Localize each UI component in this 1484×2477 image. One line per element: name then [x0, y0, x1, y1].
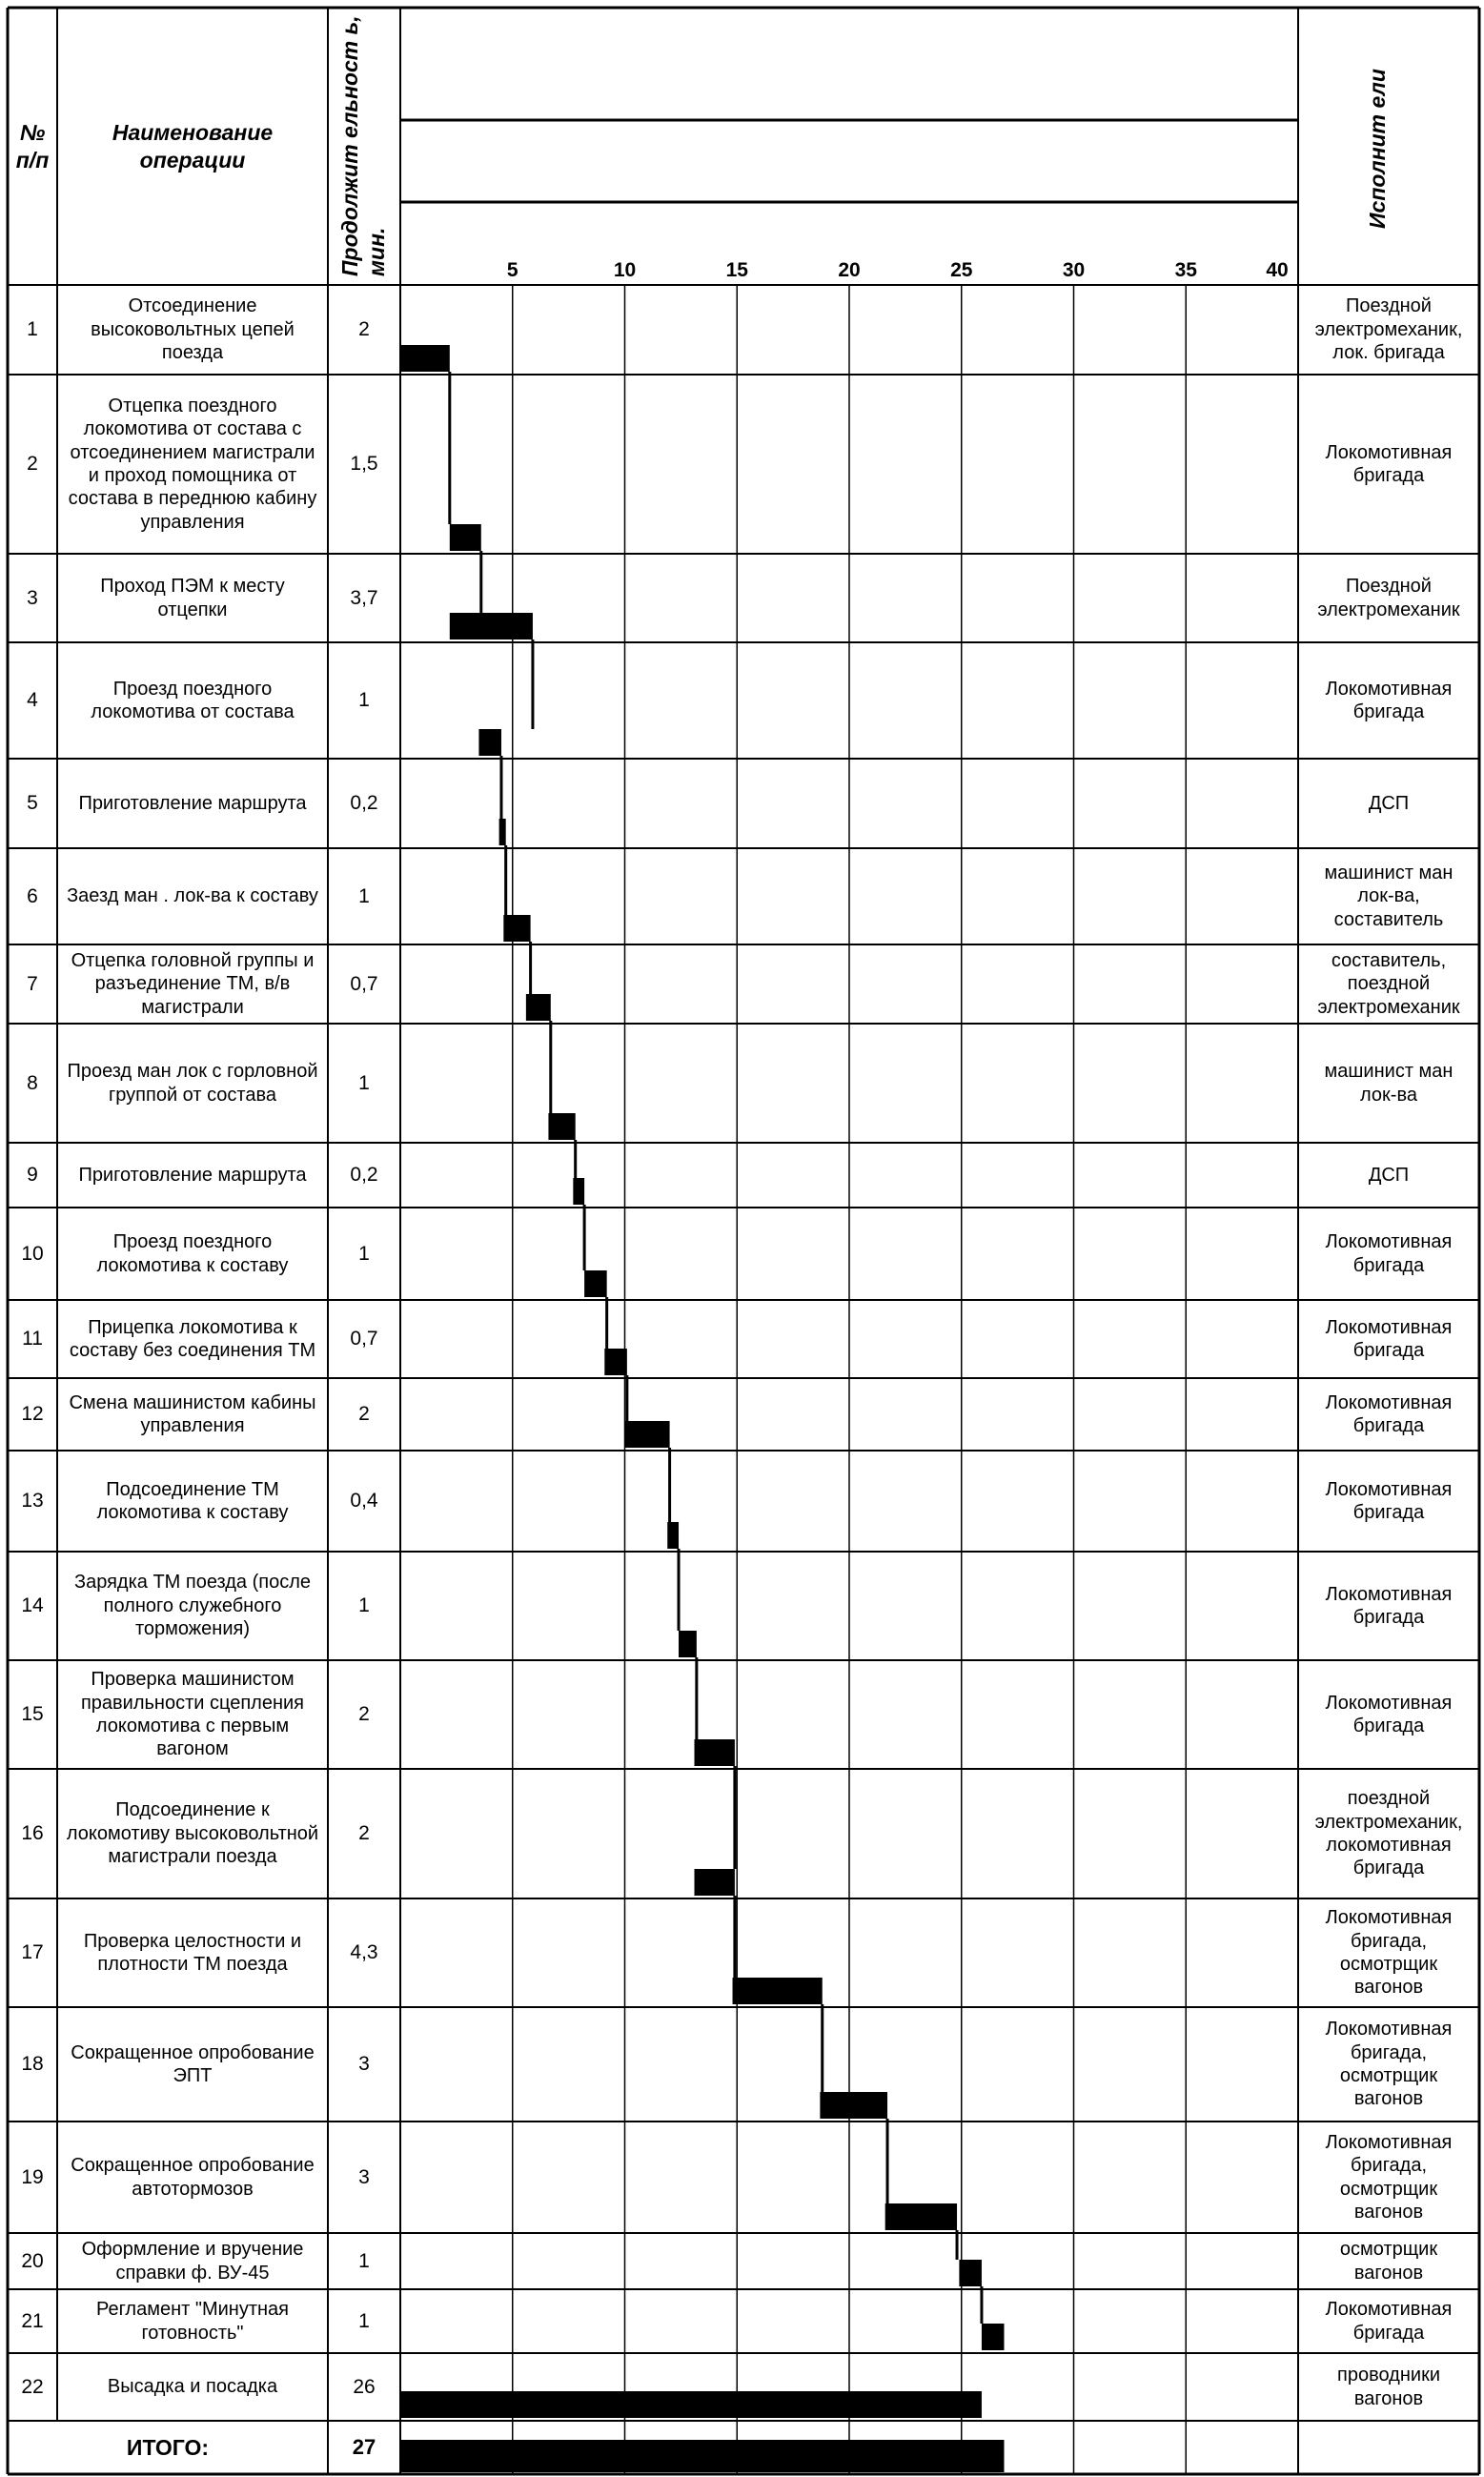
gantt-bar [885, 2203, 957, 2230]
row-number: 6 [27, 884, 38, 907]
operation-duration: 0,4 [350, 1490, 378, 1513]
operation-executor: поездной электромеханик, локомотивная бригада [1314, 1788, 1463, 1879]
gantt-bar [478, 729, 501, 756]
x-tick-label: 25 [950, 259, 973, 281]
row-number: 10 [21, 1242, 44, 1265]
gantt-bar [548, 1113, 575, 1140]
operation-executor: Локомотивная бригада [1325, 1316, 1453, 1361]
row-number: 18 [21, 2053, 44, 2076]
gantt-bar [959, 2260, 982, 2286]
operation-executor: ДСП [1368, 792, 1410, 814]
operation-duration: 3,7 [350, 586, 378, 609]
row-number: 3 [27, 586, 38, 609]
x-tick-label: 5 [506, 259, 518, 281]
operation-name: Отцепка головной группы и разъединение ТМ, в/в магистрали [71, 949, 315, 1018]
gantt-bar [982, 2324, 1005, 2350]
operation-duration: 0,2 [350, 792, 378, 815]
operation-executor: Локомотивная бригада, осмотрщик вагонов [1325, 1907, 1453, 1999]
row-number: 13 [21, 1490, 44, 1513]
operation-name: Отцепка поездного локомотива от состава с отсоединением магистрали и проход помощника от состава в переднюю кабину управления [68, 395, 317, 533]
row-number: 4 [27, 689, 38, 712]
operation-duration: 1 [358, 1242, 370, 1265]
gantt-bar [667, 1522, 679, 1549]
operation-name: Сокращенное опробование автотормозов [71, 2155, 315, 2200]
operation-duration: 2 [358, 1822, 370, 1845]
operation-name: Подсоединение ТМ локомотива к составу [96, 1478, 289, 1523]
operation-executor: составитель, поездной электромеханик [1317, 949, 1460, 1018]
operation-name: Регламент "Минутная готовность" [95, 2299, 289, 2344]
operation-name: Оформление и вручение справки ф. ВУ-45 [81, 2239, 304, 2284]
operation-duration: 26 [353, 2375, 376, 2398]
operation-name: Зарядка ТМ поезда (после полного служебного торможения) [73, 1572, 312, 1640]
operation-name: Высадка и посадка [107, 2376, 278, 2398]
header-executor: Исполнит ели [1365, 69, 1390, 229]
operation-executor: Локомотивная бригада [1325, 678, 1453, 722]
operation-duration: 1 [358, 1071, 370, 1094]
operation-name: Проезд ман лок с горловной группой от состава [67, 1061, 318, 1106]
x-tick-label: 35 [1174, 259, 1197, 281]
operation-duration: 4,3 [350, 1941, 378, 1964]
operation-duration: 3 [358, 2053, 370, 2076]
gantt-bar [604, 1349, 627, 1375]
operation-executor: ДСП [1368, 1164, 1410, 1186]
row-number: 14 [21, 1594, 44, 1617]
operation-executor: Локомотивная бригада, осмотрщик вагонов [1325, 2131, 1453, 2223]
x-tick-label: 30 [1062, 259, 1086, 281]
row-number: 19 [21, 2165, 44, 2188]
gantt-bar [400, 345, 450, 372]
operation-name: Подсоединение к локомотиву высоковольтной магистрали поезда [66, 1799, 319, 1868]
gantt-bar [526, 994, 551, 1021]
gantt-bar [400, 2391, 982, 2418]
operation-name: Заезд ман . лок-ва к составу [67, 885, 318, 907]
row-number: 21 [21, 2309, 44, 2332]
x-tick-label: 20 [838, 259, 861, 281]
operation-executor: осмотрщик вагонов [1339, 2239, 1438, 2284]
operation-duration: 2 [358, 1703, 370, 1726]
gantt-bar [695, 1869, 735, 1896]
operation-duration: 0,7 [350, 972, 378, 995]
x-tick-label: 10 [613, 259, 637, 281]
x-tick-label: 15 [725, 259, 748, 281]
row-number: 11 [22, 1328, 43, 1350]
row-number: 9 [27, 1164, 38, 1187]
operation-name: Приготовление маршрута [78, 792, 307, 814]
operation-executor: машинист ман лок-ва, составитель [1324, 862, 1454, 930]
row-number: 12 [21, 1403, 44, 1426]
total-value: 27 [352, 2434, 376, 2459]
row-number: 8 [27, 1071, 38, 1094]
header-num: № п/п [15, 120, 50, 173]
gantt-bars [400, 345, 1004, 2472]
operation-duration: 1 [358, 2249, 370, 2272]
operation-executor: Поездной электромеханик [1317, 576, 1460, 620]
row-number: 20 [21, 2249, 44, 2272]
operation-duration: 3 [358, 2165, 370, 2188]
gantt-bar [695, 1739, 735, 1766]
operation-executor: машинист ман лок-ва [1324, 1061, 1454, 1106]
row-number: 2 [27, 453, 38, 476]
operation-duration: 1 [358, 1594, 370, 1617]
gantt-bar [573, 1178, 584, 1205]
row-number: 7 [27, 972, 38, 995]
gantt-bar [450, 613, 533, 640]
operation-executor: Локомотивная бригада [1325, 1692, 1453, 1736]
operation-name: Проверка целостности и плотности ТМ поезда [83, 1930, 302, 1975]
operation-name: Отсоединение высоковольтных цепей поезда [91, 295, 295, 364]
operation-executor: Поездной электромеханик, лок. бригада [1314, 295, 1463, 364]
gantt-bar [584, 1270, 607, 1297]
operation-name: Смена машинистом кабины управления [69, 1391, 316, 1436]
operation-duration: 0,7 [350, 1328, 378, 1350]
operation-executor: Локомотивная бригада [1325, 1391, 1453, 1436]
operation-name: Проезд поездного локомотива к составу [96, 1231, 289, 1276]
operation-name: Проход ПЭМ к месту отцепки [100, 576, 285, 620]
row-number: 1 [27, 318, 38, 341]
row-number: 17 [21, 1941, 44, 1964]
header-name: Наименование операции [112, 120, 274, 173]
row-number: 5 [27, 792, 38, 815]
gantt-bar [820, 2092, 887, 2119]
operation-executor: проводники вагонов [1337, 2365, 1440, 2409]
x-tick-label: 40 [1266, 259, 1289, 281]
operation-name: Прицепка локомотива к составу без соединения ТМ [69, 1316, 316, 1361]
operation-name: Приготовление маршрута [78, 1164, 307, 1186]
operation-duration: 2 [358, 1403, 370, 1426]
operation-executor: Локомотивная бригада [1325, 2299, 1453, 2344]
gantt-bar [625, 1421, 670, 1448]
operation-name: Проверка машинистом правильности сцепления локомотива с первым вагоном [80, 1669, 305, 1760]
gantt-bar [733, 1978, 823, 2004]
operation-executor: Локомотивная бригада [1325, 1478, 1453, 1523]
operation-executor: Локомотивная бригада [1325, 1583, 1453, 1628]
operation-name: Сокращенное опробование ЭПТ [71, 2041, 315, 2086]
operation-name: Проезд поездного локомотива от состава [91, 678, 295, 722]
operation-executor: Локомотивная бригада [1325, 441, 1453, 486]
row-number: 16 [21, 1822, 44, 1845]
operation-duration: 1 [358, 2309, 370, 2332]
row-number: 15 [21, 1703, 44, 1726]
operation-duration: 1 [358, 884, 370, 907]
total-bar [400, 2440, 1004, 2472]
operation-duration: 0,2 [350, 1164, 378, 1187]
operation-duration: 2 [358, 318, 370, 341]
gantt-bar [499, 819, 506, 845]
header-duration: Продолжит ельност ь, мин. [337, 15, 389, 276]
total-label: ИТОГО: [126, 2434, 210, 2460]
operation-executor: Локомотивная бригада [1325, 1231, 1453, 1276]
gantt-bar [450, 524, 481, 551]
operation-duration: 1,5 [350, 453, 378, 476]
gantt-bar [679, 1631, 697, 1657]
gantt-bar [503, 915, 530, 942]
operation-duration: 1 [358, 689, 370, 712]
row-number: 22 [21, 2375, 44, 2398]
operation-executor: Локомотивная бригада, осмотрщик вагонов [1325, 2019, 1453, 2110]
